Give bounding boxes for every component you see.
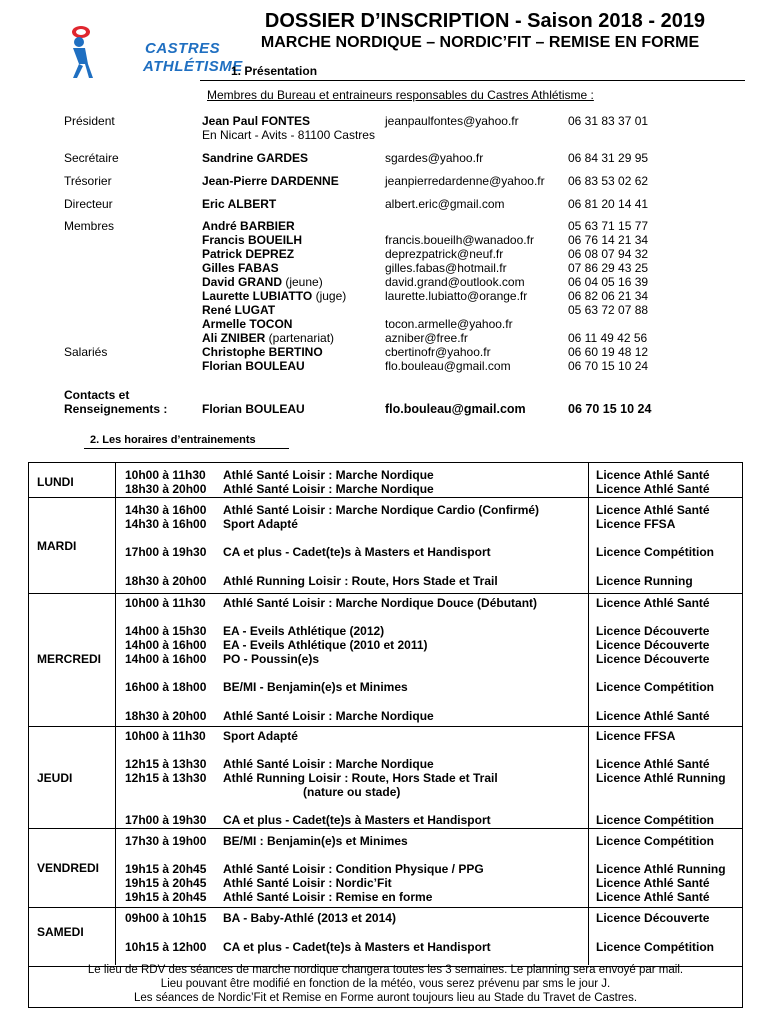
member-email: deprezpatrick@neuf.fr bbox=[385, 247, 504, 261]
slot-activity: Athlé Santé Loisir : Remise en forme bbox=[223, 890, 433, 904]
schedule-slot bbox=[125, 517, 585, 531]
slot-time: 19h15 à 20h45 bbox=[125, 862, 207, 876]
slot-licence: Licence Athlé Santé bbox=[596, 890, 710, 904]
member-name bbox=[202, 262, 279, 276]
slot-time: 17h00 à 19h30 bbox=[125, 813, 207, 827]
role-secretaire: Secrétaire bbox=[64, 151, 119, 165]
club-logo bbox=[55, 22, 243, 82]
secretaire-email: sgardes@yahoo.fr bbox=[385, 151, 484, 165]
slot-licence: Licence Running bbox=[596, 574, 693, 588]
slot-licence: Licence Athlé Santé bbox=[596, 596, 710, 610]
slot-time: 19h15 à 20h45 bbox=[125, 876, 207, 890]
slot-time: 14h00 à 15h30 bbox=[125, 624, 207, 638]
slot-licence: Licence Compétition bbox=[596, 545, 715, 559]
slot-time: 18h30 à 20h00 bbox=[125, 482, 207, 496]
member-name-text: Gilles FABAS bbox=[202, 261, 279, 275]
slot-time: 10h00 à 11h30 bbox=[125, 468, 206, 482]
member-name bbox=[202, 234, 302, 248]
slot-licence: Licence Compétition bbox=[596, 940, 715, 954]
slot-licence: Licence Découverte bbox=[596, 638, 710, 652]
member-name-text: Florian BOULEAU bbox=[202, 359, 305, 373]
slot-licence: Licence Athlé Santé bbox=[596, 876, 710, 890]
member-email: laurette.lubiatto@orange.fr bbox=[385, 289, 528, 303]
member-email: azniber@free.fr bbox=[385, 331, 468, 345]
president-name: Jean Paul FONTES bbox=[202, 114, 311, 128]
member-name bbox=[202, 318, 292, 332]
slot-time: 14h00 à 16h00 bbox=[125, 652, 207, 666]
member-name-text: Christophe BERTINO bbox=[202, 345, 323, 359]
row-divider bbox=[29, 828, 742, 829]
slot-activity: Athlé Santé Loisir : Marche Nordique bbox=[223, 468, 434, 482]
member-phone: 06 82 06 21 34 bbox=[568, 289, 649, 303]
schedule-slot bbox=[125, 652, 585, 666]
slot-licence: Licence FFSA bbox=[596, 729, 676, 743]
member-name-text: André BARBIER bbox=[202, 219, 295, 233]
schedule-slot bbox=[125, 834, 585, 848]
schedule-slot bbox=[125, 876, 585, 890]
member-name bbox=[202, 276, 323, 290]
slot-licence: Licence Athlé Santé bbox=[596, 757, 710, 771]
member-phone: 06 70 15 10 24 bbox=[568, 359, 649, 373]
schedule-slot bbox=[125, 596, 585, 610]
member-email: francis.boueilh@wanadoo.fr bbox=[385, 233, 534, 247]
slot-time: 14h30 à 16h00 bbox=[125, 517, 207, 531]
member-phone: 07 86 29 43 25 bbox=[568, 261, 649, 275]
president-phone: 06 31 83 37 01 bbox=[568, 114, 649, 128]
schedule-slot bbox=[125, 911, 585, 925]
day-mercredi: MERCREDI bbox=[37, 652, 102, 666]
member-phone: 06 76 14 21 34 bbox=[568, 233, 649, 247]
schedule-slot bbox=[125, 757, 585, 771]
day-jeudi: JEUDI bbox=[37, 771, 73, 785]
section-divider bbox=[200, 80, 745, 81]
section-schedule-underline bbox=[84, 448, 289, 449]
member-name-text: Ali ZNIBER bbox=[202, 331, 266, 345]
licence-column-divider bbox=[588, 463, 589, 965]
schedule-slot bbox=[125, 709, 585, 723]
role-directeur: Directeur bbox=[64, 197, 113, 211]
slot-activity: EA - Eveils Athlétique (2012) bbox=[223, 624, 385, 638]
member-name-text: René LUGAT bbox=[202, 303, 276, 317]
section-presentation-title: 1. Présentation bbox=[231, 64, 318, 78]
slot-time: 18h30 à 20h00 bbox=[125, 574, 207, 588]
member-name-text: Patrick DEPREZ bbox=[202, 247, 295, 261]
slot-time: 09h00 à 10h15 bbox=[125, 911, 207, 925]
slot-activity: Athlé Santé Loisir : Marche Nordique bbox=[223, 757, 434, 771]
slot-time: 14h00 à 16h00 bbox=[125, 638, 207, 652]
schedule-slot bbox=[125, 574, 585, 588]
schedule-slot bbox=[125, 680, 585, 694]
member-name-text: Laurette LUBIATTO bbox=[202, 289, 313, 303]
row-divider bbox=[29, 726, 742, 727]
member-phone: 06 11 49 42 56 bbox=[568, 331, 648, 345]
member-name-text: David GRAND bbox=[202, 275, 283, 289]
member-email: tocon.armelle@yahoo.fr bbox=[385, 317, 513, 331]
slot-activity: Athlé Running Loisir : Route, Hors Stade et Trail bbox=[223, 771, 498, 785]
slot-activity: CA et plus - Cadet(te)s à Masters et Handisport bbox=[223, 545, 491, 559]
member-phone: 05 63 72 07 88 bbox=[568, 303, 649, 317]
president-email: jeanpaulfontes@yahoo.fr bbox=[385, 114, 519, 128]
day-vendredi: VENDREDI bbox=[37, 861, 100, 875]
slot-licence: Licence Découverte bbox=[596, 911, 710, 925]
members-header: Membres du Bureau et entraineurs responsables du Castres Athlétisme : bbox=[207, 88, 594, 102]
role-president: Président bbox=[64, 114, 115, 128]
row-divider bbox=[29, 497, 742, 498]
contacts-phone: 06 70 15 10 24 bbox=[568, 402, 652, 416]
member-role-note: (juge) bbox=[312, 289, 347, 303]
slot-activity: Athlé Santé Loisir : Nordic’Fit bbox=[223, 876, 392, 890]
contacts-label-line-2: Renseignements : bbox=[64, 402, 168, 416]
tresorier-name: Jean-Pierre DARDENNE bbox=[202, 174, 339, 188]
tresorier-phone: 06 83 53 02 62 bbox=[568, 174, 649, 188]
slot-activity: Athlé Santé Loisir : Marche Nordique Douce (Débutant) bbox=[223, 596, 538, 610]
schedule-slot bbox=[125, 729, 585, 743]
schedule-slot bbox=[125, 771, 585, 785]
slot-activity: CA et plus - Cadet(te)s à Masters et Handisport bbox=[223, 940, 491, 954]
slot-time: 10h15 à 12h00 bbox=[125, 940, 207, 954]
logo-line-2: ATHLÉTISME bbox=[143, 58, 243, 75]
slot-time: 17h00 à 19h30 bbox=[125, 545, 207, 559]
slot-activity: Sport Adapté bbox=[223, 729, 298, 743]
schedule-slot bbox=[125, 940, 585, 954]
slot-activity: BA - Baby-Athlé (2013 et 2014) bbox=[223, 911, 396, 925]
document-title: DOSSIER D’INSCRIPTION - Saison 2018 - 2019 bbox=[264, 10, 706, 32]
member-phone: 06 08 07 94 32 bbox=[568, 247, 649, 261]
footer-note: Lieu pouvant être modifié en fonction de la météo, vous serez prévenu par sms le jour J. bbox=[160, 978, 611, 990]
slot-licence: Licence Athlé Santé bbox=[596, 482, 710, 496]
slot-time: 17h30 à 19h00 bbox=[125, 834, 207, 848]
slot-time: 12h15 à 13h30 bbox=[125, 771, 207, 785]
slot-time: 12h15 à 13h30 bbox=[125, 757, 207, 771]
slot-licence: Licence Compétition bbox=[596, 813, 715, 827]
slot-activity: BE/MI - Benjamin(e)s et Minimes bbox=[223, 680, 408, 694]
schedule-slot bbox=[125, 468, 585, 482]
member-name bbox=[202, 332, 334, 346]
directeur-name: Eric ALBERT bbox=[202, 197, 277, 211]
member-role-note: (jeune) bbox=[282, 275, 323, 289]
secretaire-name: Sandrine GARDES bbox=[202, 151, 309, 165]
slot-licence: Licence FFSA bbox=[596, 517, 676, 531]
footer-note: Les séances de Nordic’Fit et Remise en Forme auront toujours lieu au Stade du Travet de Castres. bbox=[133, 992, 638, 1004]
president-address: En Nicart - Avits - 81100 Castres bbox=[202, 128, 375, 142]
schedule-slot bbox=[125, 482, 585, 496]
member-name bbox=[202, 248, 294, 262]
row-divider bbox=[29, 907, 742, 908]
role-membres: Membres bbox=[64, 219, 115, 233]
member-email: gilles.fabas@hotmail.fr bbox=[385, 261, 507, 275]
member-email: cbertinofr@yahoo.fr bbox=[385, 345, 491, 359]
schedule-slot bbox=[125, 785, 585, 799]
member-phone: 06 60 19 48 12 bbox=[568, 345, 649, 359]
contacts-label bbox=[64, 388, 167, 416]
day-mardi: MARDI bbox=[37, 539, 77, 553]
slot-time: 14h30 à 16h00 bbox=[125, 503, 207, 517]
role-tresorier: Trésorier bbox=[64, 174, 112, 188]
member-name bbox=[202, 346, 323, 360]
slot-licence: Licence Découverte bbox=[596, 652, 710, 666]
member-name-text: Francis BOUEILH bbox=[202, 233, 303, 247]
member-phone: 06 04 05 16 39 bbox=[568, 275, 649, 289]
contacts-label-line-1: Contacts et bbox=[64, 388, 130, 402]
schedule-slot bbox=[125, 862, 585, 876]
slot-activity: Sport Adapté bbox=[223, 517, 298, 531]
member-name-text: Armelle TOCON bbox=[202, 317, 293, 331]
contacts-name: Florian BOULEAU bbox=[202, 402, 305, 416]
schedule-slot bbox=[125, 890, 585, 904]
slot-activity: EA - Eveils Athlétique (2010 et 2011) bbox=[223, 638, 428, 652]
slot-licence: Licence Athlé Santé bbox=[596, 468, 710, 482]
schedule-slot bbox=[125, 638, 585, 652]
slot-activity: Athlé Santé Loisir : Marche Nordique Cardio (Confirmé) bbox=[223, 503, 540, 517]
slot-activity: (nature ou stade) bbox=[223, 785, 401, 799]
slot-time: 10h00 à 11h30 bbox=[125, 729, 206, 743]
slot-time: 19h15 à 20h45 bbox=[125, 890, 207, 904]
slot-licence: Licence Athlé Santé bbox=[596, 503, 710, 517]
slot-licence: Licence Compétition bbox=[596, 680, 715, 694]
row-divider bbox=[29, 593, 742, 594]
role-salaries: Salariés bbox=[64, 345, 108, 359]
member-role-note: (partenariat) bbox=[265, 331, 335, 345]
member-name bbox=[202, 290, 346, 304]
slot-licence: Licence Athlé Running bbox=[596, 771, 726, 785]
slot-licence: Licence Athlé Running bbox=[596, 862, 726, 876]
directeur-email: albert.eric@gmail.com bbox=[385, 197, 505, 211]
schedule-slot bbox=[125, 545, 585, 559]
slot-time: 10h00 à 11h30 bbox=[125, 596, 206, 610]
slot-activity: Athlé Santé Loisir : Marche Nordique bbox=[223, 482, 434, 496]
slot-activity: Athlé Santé Loisir : Marche Nordique bbox=[223, 709, 434, 723]
slot-time: 18h30 à 20h00 bbox=[125, 709, 207, 723]
slot-licence: Licence Découverte bbox=[596, 624, 710, 638]
secretaire-phone: 06 84 31 29 95 bbox=[568, 151, 649, 165]
slot-licence: Licence Athlé Santé bbox=[596, 709, 710, 723]
day-samedi: SAMEDI bbox=[37, 925, 84, 939]
directeur-phone: 06 81 20 14 41 bbox=[568, 197, 649, 211]
slot-activity: CA et plus - Cadet(te)s à Masters et Handisport bbox=[223, 813, 491, 827]
slot-time: 16h00 à 18h00 bbox=[125, 680, 207, 694]
member-email: david.grand@outlook.com bbox=[385, 275, 525, 289]
member-phone: 05 63 71 15 77 bbox=[568, 219, 649, 233]
logo-line-1: CASTRES bbox=[145, 40, 221, 57]
section-schedule-title: 2. Les horaires d’entrainements bbox=[90, 434, 256, 446]
slot-activity: BE/MI : Benjamin(e)s et Minimes bbox=[223, 834, 408, 848]
tresorier-email: jeanpierredardenne@yahoo.fr bbox=[385, 174, 545, 188]
member-email: flo.bouleau@gmail.com bbox=[385, 359, 511, 373]
schedule-footer-notes bbox=[29, 963, 742, 1005]
member-name bbox=[202, 220, 295, 234]
member-name bbox=[202, 360, 305, 374]
schedule-table bbox=[28, 462, 743, 1008]
footer-note: Le lieu de RDV des séances de marche nordique changera toutes les 3 semaines. Le planning sera envoyé par mail. bbox=[87, 964, 684, 976]
slot-activity: Athlé Running Loisir : Route, Hors Stade et Trail bbox=[223, 574, 498, 588]
day-lundi: LUNDI bbox=[37, 475, 74, 489]
schedule-slot bbox=[125, 813, 585, 827]
day-column-divider bbox=[115, 463, 116, 965]
schedule-slot bbox=[125, 503, 585, 517]
contacts-email: flo.bouleau@gmail.com bbox=[385, 402, 526, 416]
slot-licence: Licence Compétition bbox=[596, 834, 715, 848]
slot-activity: Athlé Santé Loisir : Condition Physique / PPG bbox=[223, 862, 484, 876]
slot-activity: PO - Poussin(e)s bbox=[223, 652, 320, 666]
document-subtitle: MARCHE NORDIQUE – NORDIC’FIT – REMISE EN FORME bbox=[260, 34, 700, 51]
member-name bbox=[202, 304, 275, 318]
schedule-slot bbox=[125, 624, 585, 638]
athlete-logo-icon bbox=[55, 22, 115, 82]
